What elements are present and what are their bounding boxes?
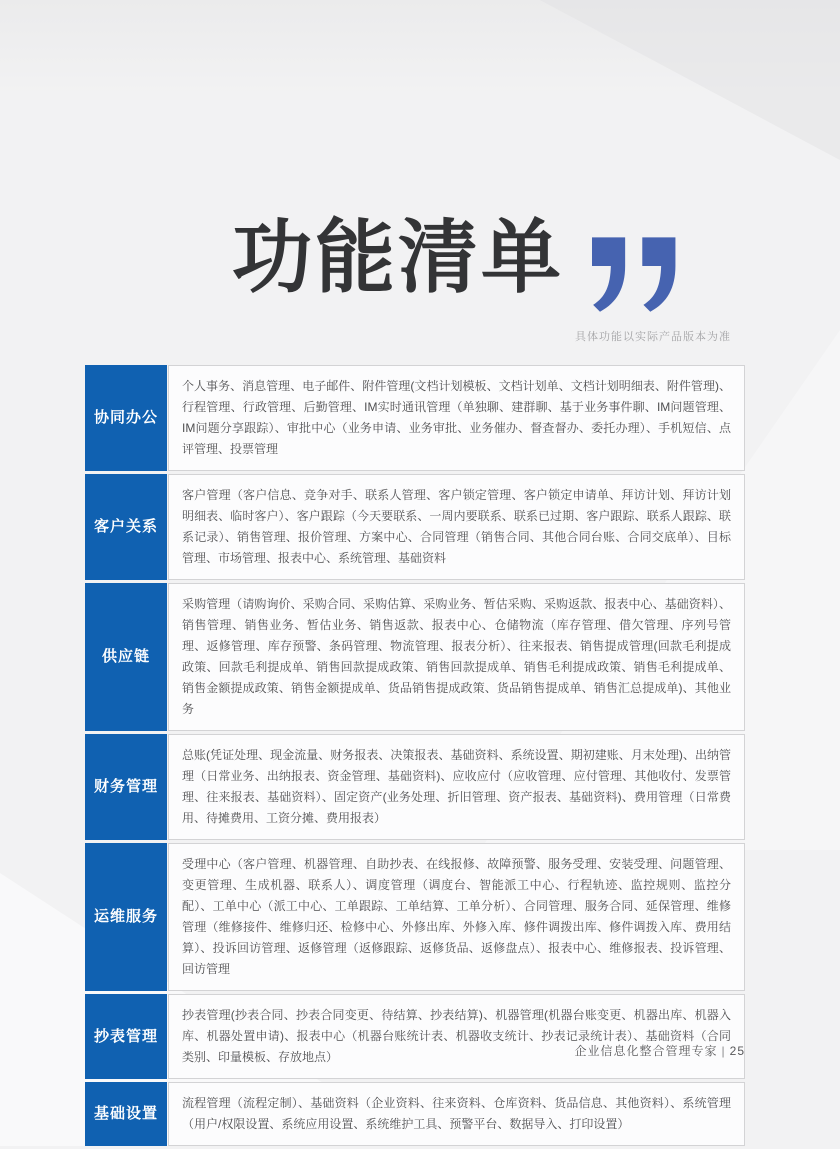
table-row	[85, 1082, 745, 1146]
footer-brand-text: 企业信息化整合管理专家	[574, 1044, 718, 1058]
row-category-label: 基础设置	[85, 1082, 167, 1146]
row-category-label: 运维服务	[85, 843, 167, 991]
row-category-label: 协同办公	[85, 365, 167, 471]
table-row	[85, 734, 745, 840]
subtitle-note: 具体功能以实际产品版本为准	[575, 331, 731, 343]
table-row	[85, 843, 745, 991]
table-row	[85, 994, 745, 1079]
page-number: 25	[729, 1043, 745, 1058]
feature-table	[85, 365, 745, 1149]
page-title: 功能清单	[232, 213, 564, 302]
row-category-label: 财务管理	[85, 734, 167, 840]
row-feature-list: 总账(凭证处理、现金流量、财务报表、决策报表、基础资料、系统设置、期初建账、月末处理)、出纳管理（日常业务、出纳报表、资金管理、基础资料)、应收应付（应收管理、应付管理、其他收付、发票管理、往来报表、基础资料）、固定资产(业务处理、折旧管理、资产报表、基础资料)、费用管理（日常费用、待摊费用、工资分摊、费用报表）	[168, 734, 745, 840]
row-category-label: 抄表管理	[85, 994, 167, 1079]
row-feature-list: 采购管理（请购询价、采购合同、采购估算、采购业务、暂估采购、采购返款、报表中心、基础资料）、销售管理、销售业务、暂估业务、销售返款、报表中心、仓储物流（库存管理、借欠管理、序列号管理、返修管理、库存预警、条码管理、物流管理、报表分析）、往来报表、销售提成管理(回款毛利提成政策、回款毛利提成单、销售回款提成政策、销售回款提成单、销售毛利提成政策、销售毛利提成单、销售金额提成政策、销售金额提成单、货品销售提成政策、货品销售提成单、销售汇总提成单)、其他业务	[168, 583, 745, 731]
row-category-label: 供应链	[85, 583, 167, 731]
table-row	[85, 583, 745, 731]
row-category-label: 客户关系	[85, 474, 167, 580]
row-feature-list: 流程管理（流程定制）、基础资料（企业资料、往来资料、仓库资料、货品信息、其他资料）、系统管理（用户/权限设置、系统应用设置、系统维护工具、预警平台、数据导入、打印设置）	[168, 1082, 745, 1146]
quote-marks-icon	[592, 233, 692, 319]
row-feature-list: 客户管理（客户信息、竞争对手、联系人管理、客户锁定管理、客户锁定申请单、拜访计划、拜访计划明细表、临时客户）、客户跟踪（今天要联系、一周内要联系、联系已过期、客户跟踪、联系人跟踪、联系记录）、销售管理、报价管理、方案中心、合同管理（销售合同、其他合同台账、合同交底单）、目标管理、市场管理、报表中心、系统管理、基础资料	[168, 474, 745, 580]
table-row	[85, 365, 745, 471]
row-feature-list: 抄表管理(抄表合同、抄表合同变更、待结算、抄表结算)、机器管理(机器台账变更、机器出库、机器入库、机器处置申请)、报表中心（机器台账统计表、机器收支统计、抄表记录统计表）、基础资料（合同类别、印量模板、存放地点）	[168, 994, 745, 1079]
table-row	[85, 474, 745, 580]
row-feature-list: 个人事务、消息管理、电子邮件、附件管理(文档计划模板、文档计划单、文档计划明细表、附件管理)、行程管理、行政管理、后勤管理、IM实时通讯管理（单独聊、建群聊、基于业务事件聊、IM问题管理、IM问题分享跟踪）、审批中心（业务申请、业务审批、业务催办、督查督办、委托办理）、手机短信、点评管理、投票管理	[168, 365, 745, 471]
footer-divider: |	[721, 1043, 726, 1058]
row-feature-list: 受理中心（客户管理、机器管理、自助抄表、在线报修、故障预警、服务受理、安装受理、问题管理、变更管理、生成机器、联系人）、调度管理（调度台、智能派工中心、行程轨迹、监控规则、监控分配）、工单中心（派工中心、工单跟踪、工单结算、工单分析）、合同管理、服务合同、延保管理、维修管理（维修接件、维修归还、检修中心、外修出库、外修入库、修件调拨出库、修件调拨入库、费用结算）、投诉回访管理、返修管理（返修跟踪、返修货品、返修盘点）、报表中心、维修报表、投诉管理、回访管理	[168, 843, 745, 991]
page-footer	[575, 1042, 746, 1059]
